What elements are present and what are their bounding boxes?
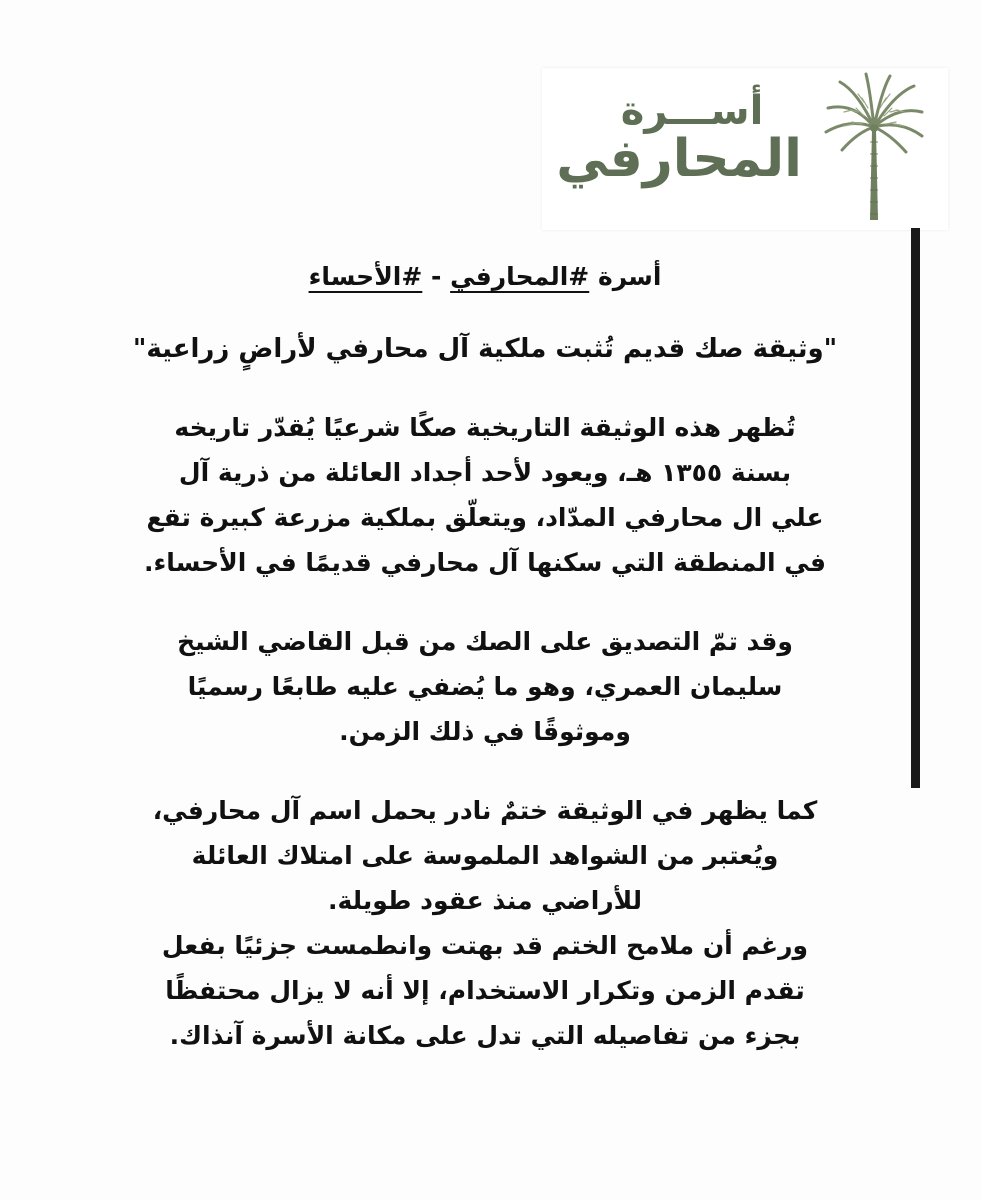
hashtag-mharfi[interactable]: #المحارفي xyxy=(450,262,590,291)
paragraph-line: في المنطقة التي سكنها آل محارفي قديمًا في الأحساء. xyxy=(144,548,826,577)
paragraph-seal xyxy=(70,788,900,923)
paragraph-line: بسنة ١٣٥٥ هـ، ويعود لأحد أجداد العائلة من ذرية آل xyxy=(178,458,792,487)
paragraph-line: كما يظهر في الوثيقة ختمٌ نادر يحمل اسم آل محارفي، xyxy=(152,796,818,825)
paragraph-line: تقدم الزمن وتكرار الاستخدام، إلا أنه لا يزال محتفظًا xyxy=(165,976,805,1005)
article-body xyxy=(70,255,900,1058)
headline-prefix: أسرة xyxy=(589,262,662,291)
paragraph-judge-certification xyxy=(70,619,900,754)
hashtag-ahsa[interactable]: #الأحساء xyxy=(308,262,423,291)
paragraph-line: ورغم أن ملامح الختم قد بهتت وانطمست جزئيًا بفعل xyxy=(161,931,809,960)
paragraph-line: تُظهر هذه الوثيقة التاريخية صكًا شرعيًا يُقدّر تاريخه xyxy=(174,413,796,442)
frame-line xyxy=(911,228,920,788)
paragraph-line: وقد تمّ التصديق على الصك من قبل القاضي الشيخ xyxy=(177,627,793,656)
paragraph-line: للأراضي منذ عقود طويلة. xyxy=(327,886,643,915)
logo-line-2: المحارفي xyxy=(556,129,802,189)
family-logo xyxy=(542,68,948,230)
paragraph-line: علي ال محارفي المدّاد، ويتعلّق بملكية مزرعة كبيرة تقع xyxy=(146,503,824,532)
paragraph-seal-condition xyxy=(70,923,900,1058)
logo-line-1: أســـرة xyxy=(620,88,764,134)
paragraph-line: ويُعتبر من الشواهد الملموسة على امتلاك العائلة xyxy=(191,841,779,870)
paragraph-line: وموثوقًا في ذلك الزمن. xyxy=(339,717,631,746)
paragraph-document-description xyxy=(70,405,900,585)
document-subtitle: "وثيقة صك قديم تُثبت ملكية آل محارفي لأراضٍ زراعية" xyxy=(132,334,838,364)
palm-tree-icon xyxy=(824,72,924,222)
paragraph-line: سليمان العمري، وهو ما يُضفي عليه طابعًا رسميًا xyxy=(187,672,783,701)
headline-separator: - xyxy=(422,262,451,291)
logo-text xyxy=(556,88,802,189)
paragraph-line: بجزء من تفاصيله التي تدل على مكانة الأسرة آنذاك. xyxy=(169,1021,801,1050)
headline xyxy=(70,255,900,299)
